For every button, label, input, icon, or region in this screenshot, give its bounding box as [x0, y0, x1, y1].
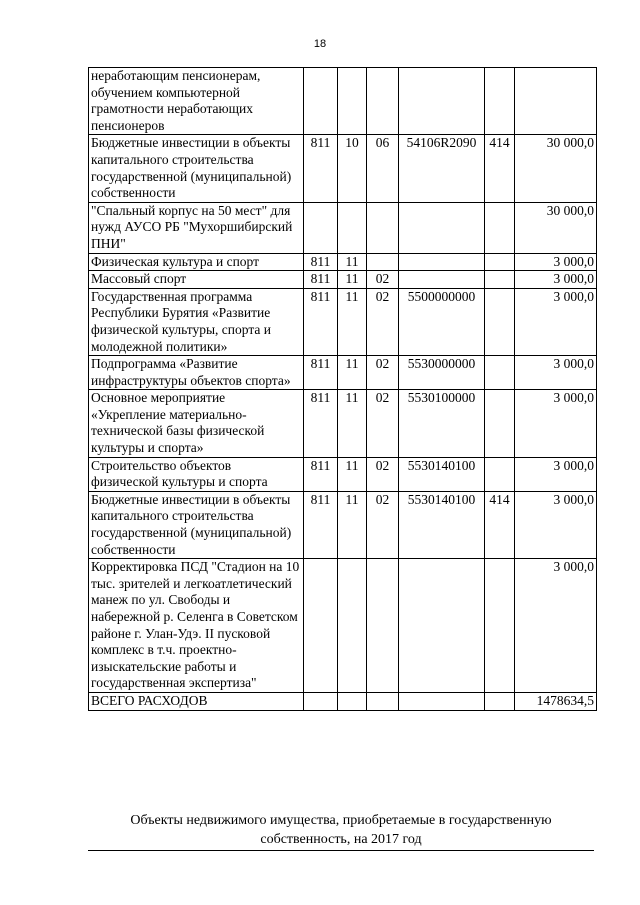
section-code-cell: 11 [338, 491, 367, 558]
target-article-cell [399, 559, 485, 693]
subsection-code-cell: 02 [367, 271, 399, 289]
expense-type-cell [485, 202, 515, 253]
section-code-cell: 11 [338, 390, 367, 457]
row-name-cell: Основное мероприятие «Укрепление материально-технической базы физической культуры и спорта» [89, 390, 304, 457]
ved-code-cell: 811 [304, 271, 338, 289]
table-row [89, 253, 597, 271]
subsection-code-cell [367, 68, 399, 135]
amount-cell: 3 000,0 [515, 457, 597, 491]
amount-cell: 3 000,0 [515, 356, 597, 390]
expense-type-cell: 414 [485, 491, 515, 558]
table-row [89, 135, 597, 202]
expense-type-cell [485, 559, 515, 693]
amount-cell: 3 000,0 [515, 559, 597, 693]
expense-type-cell [485, 356, 515, 390]
row-name-cell: Физическая культура и спорт [89, 253, 304, 271]
expense-type-cell [485, 271, 515, 289]
section-code-cell [338, 68, 367, 135]
subsection-code-cell: 02 [367, 356, 399, 390]
table-row [89, 390, 597, 457]
expense-type-cell [485, 692, 515, 710]
section-code-cell [338, 202, 367, 253]
expense-type-cell [485, 253, 515, 271]
target-article-cell: 54106R2090 [399, 135, 485, 202]
row-name-cell: Подпрограмма «Развитие инфраструктуры объектов спорта» [89, 356, 304, 390]
expense-type-cell: 414 [485, 135, 515, 202]
target-article-cell: 5530140100 [399, 491, 485, 558]
ved-code-cell [304, 559, 338, 693]
ved-code-cell: 811 [304, 135, 338, 202]
section-code-cell: 11 [338, 253, 367, 271]
table-row [89, 491, 597, 558]
row-name-cell: Государственная программа Республики Бурятия «Развитие физической культуры, спорта и молодежной политики» [89, 288, 304, 355]
subsection-code-cell: 02 [367, 288, 399, 355]
row-name-cell: ВСЕГО РАСХОДОВ [89, 692, 304, 710]
section-code-cell: 11 [338, 457, 367, 491]
amount-cell: 3 000,0 [515, 288, 597, 355]
table-row [89, 271, 597, 289]
ved-code-cell: 811 [304, 457, 338, 491]
section-code-cell: 11 [338, 356, 367, 390]
subsection-code-cell [367, 559, 399, 693]
ved-code-cell [304, 68, 338, 135]
target-article-cell [399, 253, 485, 271]
target-article-cell [399, 68, 485, 135]
target-article-cell [399, 271, 485, 289]
table-row [89, 457, 597, 491]
subsection-code-cell [367, 253, 399, 271]
row-name-cell: Строительство объектов физической культуры и спорта [89, 457, 304, 491]
row-name-cell: Бюджетные инвестиции в объекты капитального строительства государственной (муниципальной) собственности [89, 491, 304, 558]
subsection-code-cell [367, 692, 399, 710]
amount-cell: 3 000,0 [515, 491, 597, 558]
ved-code-cell [304, 692, 338, 710]
ved-code-cell: 811 [304, 356, 338, 390]
section-code-cell: 11 [338, 271, 367, 289]
row-name-cell: "Спальный корпус на 50 мест" для нужд АУСО РБ "Мухоршибирский ПНИ" [89, 202, 304, 253]
section-code-cell [338, 692, 367, 710]
ved-code-cell: 811 [304, 288, 338, 355]
section-code-cell [338, 559, 367, 693]
subsection-code-cell: 06 [367, 135, 399, 202]
amount-cell: 3 000,0 [515, 271, 597, 289]
page-number: 18 [313, 38, 327, 50]
amount-cell: 1478634,5 [515, 692, 597, 710]
row-name-cell: Бюджетные инвестиции в объекты капитального строительства государственной (муниципальной) собственности [89, 135, 304, 202]
expense-type-cell [485, 68, 515, 135]
budget-table [88, 67, 597, 711]
subsection-code-cell: 02 [367, 457, 399, 491]
section-divider [88, 850, 594, 851]
target-article-cell: 5530000000 [399, 356, 485, 390]
expense-type-cell [485, 390, 515, 457]
section-code-cell: 10 [338, 135, 367, 202]
target-article-cell: 5530100000 [399, 390, 485, 457]
section-code-cell: 11 [338, 288, 367, 355]
subsection-code-cell [367, 202, 399, 253]
expense-type-cell [485, 288, 515, 355]
ved-code-cell: 811 [304, 253, 338, 271]
row-name-cell: неработающим пенсионерам, обучением компьютерной грамотности неработающих пенсионеров [89, 68, 304, 135]
section-heading: Объекты недвижимого имущества, приобретаемые в государственную собственность, на 2017 год [130, 813, 552, 847]
amount-cell [515, 68, 597, 135]
table-row [89, 356, 597, 390]
subsection-code-cell: 02 [367, 491, 399, 558]
row-name-cell: Корректировка ПСД "Стадион на 10 тыс. зрителей и легкоатлетический манеж по ул. Свободы и набережной р. Селенга в Советском районе г. Улан-Удэ. II пусковой комплекс в т.ч. проектно-изыскательские работы и государственная экспертиза" [89, 559, 304, 693]
target-article-cell: 5500000000 [399, 288, 485, 355]
subsection-code-cell: 02 [367, 390, 399, 457]
table-row [89, 288, 597, 355]
ved-code-cell [304, 202, 338, 253]
row-name-cell: Массовый спорт [89, 271, 304, 289]
ved-code-cell: 811 [304, 390, 338, 457]
table-row [89, 202, 597, 253]
total-row [89, 692, 597, 710]
amount-cell: 3 000,0 [515, 390, 597, 457]
ved-code-cell: 811 [304, 491, 338, 558]
table-row [89, 559, 597, 693]
amount-cell: 30 000,0 [515, 202, 597, 253]
target-article-cell: 5530140100 [399, 457, 485, 491]
table-row [89, 68, 597, 135]
expense-type-cell [485, 457, 515, 491]
amount-cell: 3 000,0 [515, 253, 597, 271]
budget-table-body [89, 68, 597, 711]
target-article-cell [399, 202, 485, 253]
amount-cell: 30 000,0 [515, 135, 597, 202]
target-article-cell [399, 692, 485, 710]
